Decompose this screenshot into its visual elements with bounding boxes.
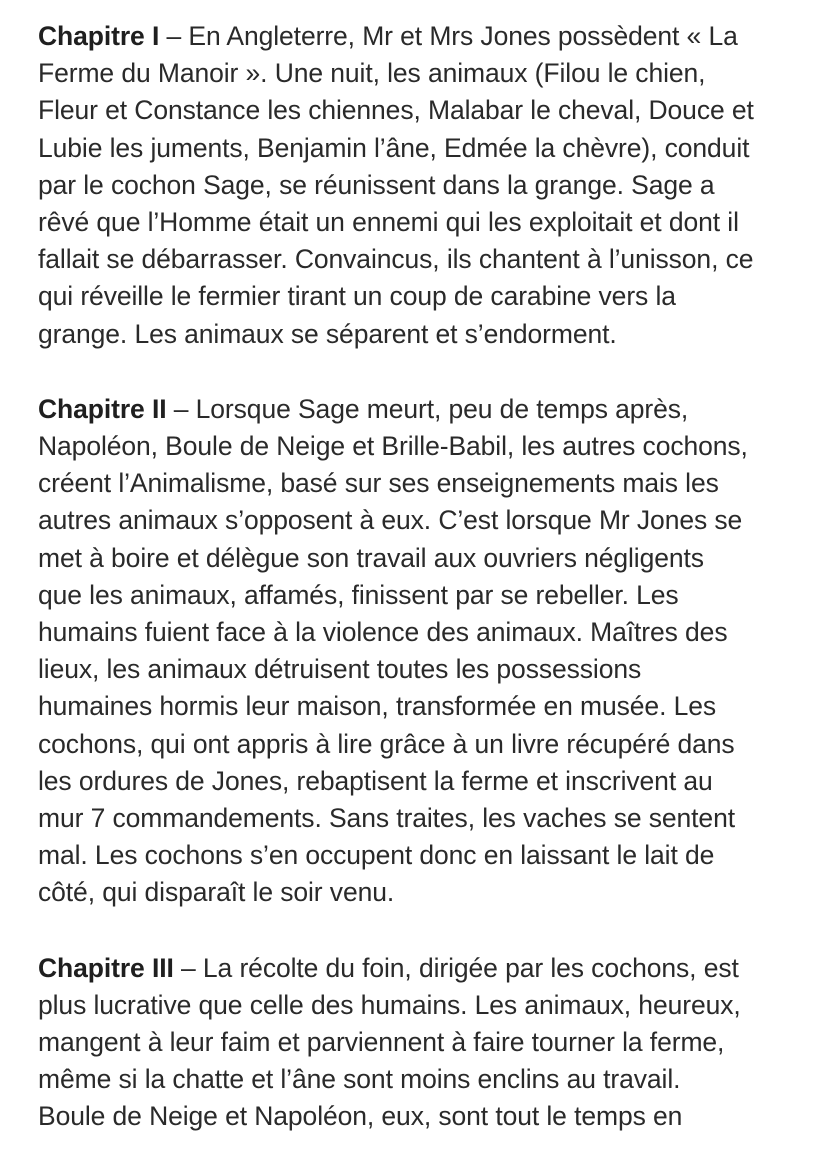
- chapter-2-heading: Chapitre II: [38, 393, 167, 424]
- chapter-1-line: Ferme du Manoir ». Une nuit, les animaux (Filou le chien,: [38, 58, 706, 89]
- chapter-1-line: Fleur et Constance les chiennes, Malabar le cheval, Douce et: [38, 95, 754, 126]
- chapter-1-heading: Chapitre I: [38, 21, 160, 51]
- chapter-3-line: même si la chatte et l’âne sont moins enclins au travail.: [38, 1064, 681, 1095]
- chapter-1-line: par le cochon Sage, se réunissent dans la grange. Sage a: [38, 169, 715, 200]
- chapter-1-line: qui réveille le fermier tirant un coup de carabine vers la: [38, 281, 676, 312]
- document-body: [38, 18, 798, 1174]
- chapter-1-paragraph: [38, 18, 798, 353]
- chapter-3-separator: –: [173, 952, 203, 983]
- chapter-2-line: les ordures de Jones, rebaptisent la ferme et inscrivent au: [38, 765, 713, 796]
- chapter-1-line: fallait se débarrasser. Convaincus, ils chantent à l’unisson, ce: [38, 244, 754, 275]
- chapter-1-line: rêvé que l’Homme était un ennemi qui les exploitait et dont il: [38, 207, 739, 238]
- chapter-2-line: humaines hormis leur maison, transformée en musée. Les: [38, 691, 717, 722]
- chapter-2-line: côté, qui disparaît le soir venu.: [38, 877, 395, 908]
- chapter-1-line: Lubie les juments, Benjamin l’âne, Edmée la chèvre), conduit: [38, 132, 750, 163]
- chapter-2-line: met à boire et délègue son travail aux ouvriers négligents: [38, 542, 704, 573]
- chapter-2-separator: –: [166, 393, 196, 424]
- chapter-2-line: humains fuient face à la violence des animaux. Maîtres des: [38, 617, 728, 648]
- chapter-3-line: Boule de Neige et Napoléon, eux, sont tout le temps en: [38, 1101, 683, 1132]
- chapter-2-line: Napoléon, Boule de Neige et Brille-Babil, les autres cochons,: [38, 431, 748, 462]
- chapter-2-line: créent l’Animalisme, basé sur ses enseignements mais les: [38, 468, 719, 499]
- chapter-3-heading: Chapitre III: [38, 952, 174, 983]
- chapter-3-line: La récolte du foin, dirigée par les cochons, est: [202, 952, 739, 983]
- chapter-1-separator: –: [159, 21, 189, 51]
- chapter-1-line: grange. Les animaux se séparent et s’endorment.: [38, 318, 617, 349]
- chapter-2-line: cochons, qui ont appris à lire grâce à un livre récupéré dans: [38, 728, 735, 759]
- chapter-2-line: que les animaux, affamés, finissent par se rebeller. Les: [38, 579, 679, 610]
- chapter-2-line: autres animaux s’opposent à eux. C’est lorsque Mr Jones se: [38, 505, 743, 536]
- chapter-2-line: lieux, les animaux détruisent toutes les possessions: [38, 654, 642, 685]
- chapter-2-line: mal. Les cochons s’en occupent donc en laissant le lait de: [38, 840, 715, 871]
- chapter-2-line: Lorsque Sage meurt, peu de temps après,: [195, 393, 689, 424]
- chapter-3-line: mangent à leur faim et parviennent à faire tourner la ferme,: [38, 1027, 725, 1058]
- chapter-1-line: En Angleterre, Mr et Mrs Jones possèdent « La: [188, 21, 738, 51]
- chapter-3-paragraph: [38, 950, 798, 1136]
- chapter-2-line: mur 7 commandements. Sans traites, les vaches se sentent: [38, 803, 735, 834]
- chapter-3-line: plus lucrative que celle des humains. Les animaux, heureux,: [38, 989, 741, 1020]
- chapter-2-paragraph: [38, 391, 798, 912]
